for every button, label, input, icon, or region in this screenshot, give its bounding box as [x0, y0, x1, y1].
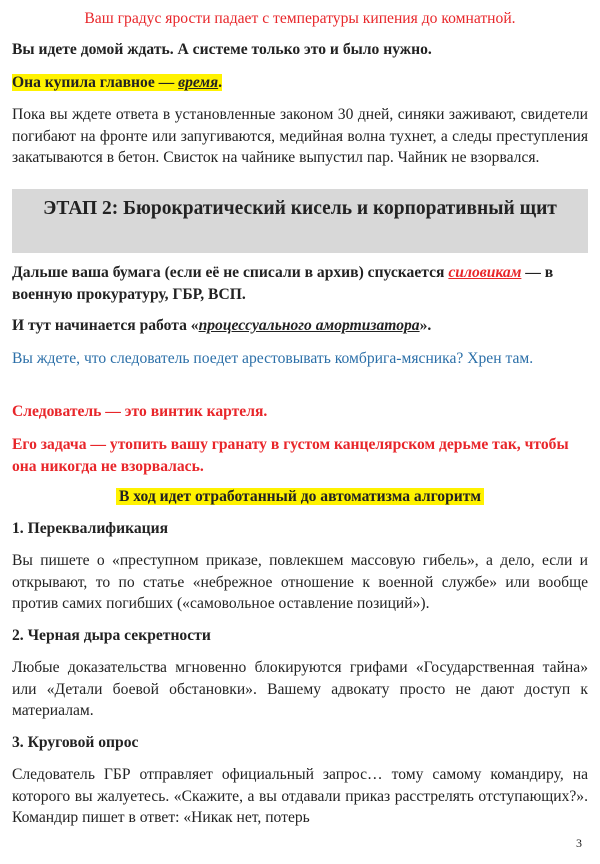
algorithm-banner-wrap — [0, 486, 600, 508]
waiting-paragraph: Пока вы ждете ответа в установленные законом 30 дней, синяки заживают, свидетели погибают на фронте или запугиваются, медийная волна тухнет, а следы преступления закатываются в бетон. Свисток на чайнике выпустил пар. Чайник не взорвался. — [12, 106, 588, 166]
siloviki-link[interactable]: силовикам — [448, 264, 522, 281]
section-body: Любые доказательства мгновенно блокируются грифами «Государственная тайна» или «Детали боевой обстановки». Вашему адвокату просто не дают доступ к материалам. — [12, 659, 588, 719]
bought-suffix: . — [218, 74, 223, 91]
amortizer-line — [12, 315, 588, 337]
section-heading: 3. Круговой опрос — [12, 734, 139, 751]
stage-2-heading: ЭТАП 2: Бюрократический кисель и корпоративный щит — [12, 189, 588, 253]
section-heading: 1. Переквалификация — [12, 520, 169, 537]
paper-suffix: — в военную прокуратуру, ГБР, ВСП. — [12, 264, 554, 303]
section-body: Следователь ГБР отправляет официальный запрос… тому самому командиру, на которого вы жалуетесь. «Скажите, а вы отдавали приказ расстрелять отступающих?». Командир пишет в ответ: «Никак нет, потерь — [12, 766, 588, 826]
algorithm-banner: В ход идет отработанный до автоматизма алгоритм — [116, 488, 484, 505]
amortizer-suffix: ». — [419, 317, 432, 334]
amortizer-prefix: И тут начинается работа « — [12, 317, 199, 334]
home-line: Вы идете домой ждать. А системе только это и было нужно. — [12, 41, 432, 58]
red-intro-line: Ваш градус ярости падает с температуры кипения до комнатной. — [84, 10, 516, 27]
section-heading: 2. Черная дыра секретности — [12, 627, 211, 644]
paper-prefix: Дальше ваша бумага (если её не списали в архив) спускается — [12, 264, 449, 281]
investigator-question: Вы ждете, что следователь поедет арестовывать комбрига-мясника? Хрен там. — [12, 350, 534, 367]
task-line: Его задача — утопить вашу гранату в густом канцелярском дерьме так, чтобы она никогда не взорвалась. — [12, 436, 569, 475]
bought-time-line — [12, 72, 588, 94]
bought-prefix: Она купила главное — — [12, 74, 179, 91]
section-body: Вы пишете о «преступном приказе, повлекшем массовую гибель», а дело, если и открывают, то по статье «небрежное отношение к военной службе» или вообще против самих погибших («самовольное оставление позиций»). — [12, 552, 588, 612]
paper-descends-line — [12, 262, 588, 305]
page-number: 3 — [576, 836, 582, 850]
time-word: время — [178, 74, 219, 91]
cartel-cog-line: Следователь — это винтик картеля. — [12, 403, 268, 420]
amortizer-term: процессуального амортизатора — [198, 317, 420, 334]
